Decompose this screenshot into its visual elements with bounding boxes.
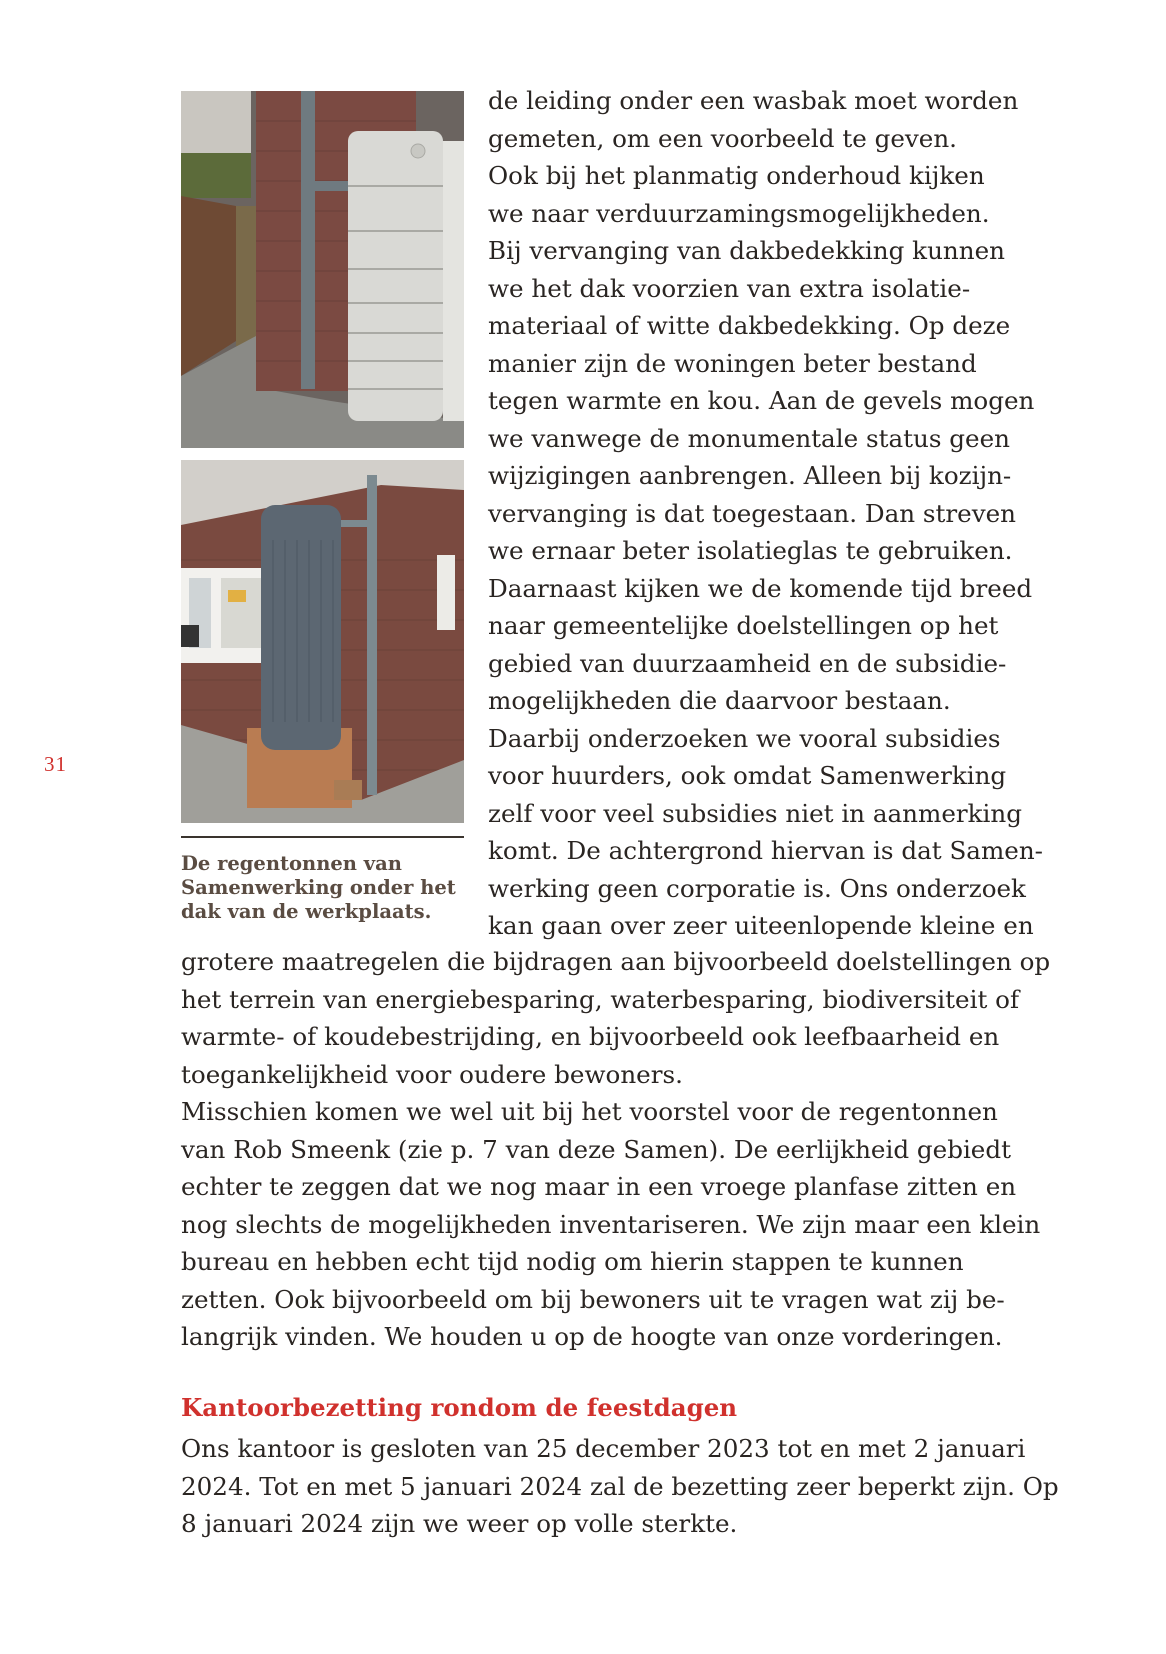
caption-line: dak van de werkplaats. [181, 900, 432, 923]
text-line: het terrein van energiebesparing, waterbesparing, biodiversiteit of [181, 984, 1020, 1014]
text-line: Bij vervanging van dakbedekking kunnen [488, 236, 1005, 265]
text-line: komt. De achtergrond hiervan is dat Samen- [488, 836, 1043, 865]
text-line: wijzigingen aanbrengen. Alleen bij kozijn- [488, 461, 1012, 490]
text-line: vervanging is dat toegestaan. Dan streven [488, 498, 1017, 528]
text-line: Daarnaast kijken we de komende tijd breed [488, 573, 1033, 603]
caption-line: Samenwerking onder het [181, 876, 456, 899]
text-line: gebied van duurzaamheid en de subsidie- [488, 648, 1007, 678]
text-line: 2024. Tot en met 5 januari 2024 zal de bezetting zeer beperkt zijn. Op [181, 1471, 1059, 1501]
text-line: kan gaan over zeer uiteenlopende kleine en [488, 911, 1034, 940]
text-line: warmte- of koudebestrijding, en bijvoorbeeld ook leefbaarheid en [181, 1022, 1000, 1051]
text-line: we naar verduurzamingsmogelijkheden. [488, 198, 990, 228]
photo-white-rain-barrel [181, 91, 464, 448]
rain-barrel-image [181, 91, 464, 448]
page-number: 31 [44, 752, 67, 776]
text-line: gemeten, om een voorbeeld te geven. [488, 123, 957, 153]
text-line: Ook bij het planmatig onderhoud kijken [488, 161, 985, 190]
text-line: langrijk vinden. We houden u op de hoogte van onze vorderingen. [181, 1322, 1003, 1351]
text-line: werking geen corporatie is. Ons onderzoek [488, 873, 1026, 903]
text-line: mogelijkheden die daarvoor bestaan. [488, 686, 951, 715]
text-line: tegen warmte en kou. Aan de gevels mogen [488, 386, 1035, 415]
text-line: naar gemeentelijke doelstellingen op het [488, 611, 999, 640]
body-text-column [488, 82, 1068, 945]
text-line: toegankelijkheid voor oudere bewoners. [181, 1059, 683, 1089]
text-line: nog slechts de mogelijkheden inventariseren. We zijn maar een klein [181, 1209, 1041, 1239]
text-line: materiaal of witte dakbedekking. Op deze [488, 311, 1011, 340]
text-line: echter te zeggen dat we nog maar in een vroege planfase zitten en [181, 1172, 1017, 1201]
text-line: Daarbij onderzoeken we vooral subsidies [488, 723, 1001, 753]
text-line: manier zijn de woningen beter bestand [488, 348, 977, 378]
caption-divider [181, 836, 464, 838]
text-line: 8 januari 2024 zijn we weer op volle sterkte. [181, 1509, 738, 1538]
photo-grey-rain-barrel [181, 460, 464, 823]
section-heading: Kantoorbezetting rondom de feestdagen [181, 1393, 738, 1422]
section-body [181, 1430, 1061, 1543]
text-line: we vanwege de monumentale status geen [488, 423, 1010, 453]
text-line: we ernaar beter isolatieglas te gebruiken. [488, 536, 1013, 565]
rain-barrel-image [181, 460, 464, 823]
text-line: Misschien komen we wel uit bij het voorstel voor de regentonnen [181, 1097, 998, 1126]
photo-caption [181, 852, 471, 924]
text-line: grotere maatregelen die bijdragen aan bijvoorbeeld doelstellingen op [181, 947, 1051, 976]
text-line: de leiding onder een wasbak moet worden [488, 86, 1019, 115]
text-line: voor huurders, ook omdat Samenwerking [488, 761, 1007, 790]
text-line: zetten. Ook bijvoorbeeld om bij bewoners uit te vragen wat zij be- [181, 1284, 1005, 1314]
text-line: van Rob Smeenk (zie p. 7 van deze Samen). De eerlijkheid gebiedt [181, 1134, 1011, 1164]
text-line: Ons kantoor is gesloten van 25 december 2023 tot en met 2 januari [181, 1434, 1026, 1463]
body-text-full-width [181, 943, 1061, 1356]
text-line: we het dak voorzien van extra isolatie- [488, 273, 971, 303]
text-line: zelf voor veel subsidies niet in aanmerking [488, 798, 1022, 828]
caption-line: De regentonnen van [181, 852, 402, 875]
text-line: bureau en hebben echt tijd nodig om hierin stappen te kunnen [181, 1247, 964, 1276]
